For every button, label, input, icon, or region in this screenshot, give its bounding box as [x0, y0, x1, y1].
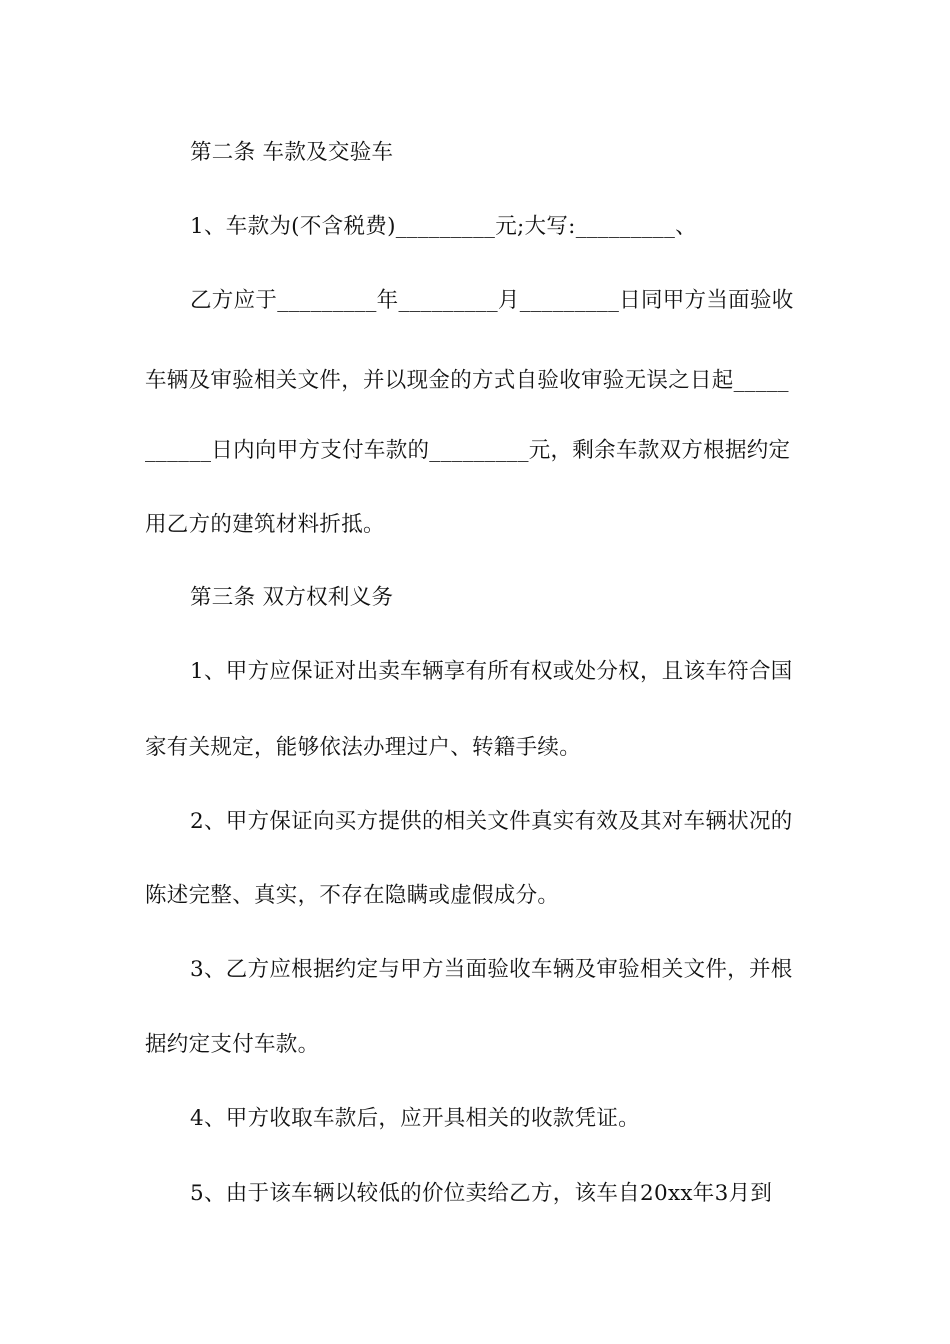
paragraph-line: 5、由于该车辆以较低的价位卖给乙方，该车自20xx年3月到	[190, 1181, 773, 1206]
section-heading-3: 第三条 双方权利义务	[190, 585, 394, 610]
section-heading-2: 第二条 车款及交验车	[190, 140, 394, 165]
paragraph-line: 家有关规定，能够依法办理过户、转籍手续。	[145, 735, 582, 760]
paragraph-line: 4、甲方收取车款后，应开具相关的收款凭证。	[190, 1106, 640, 1131]
paragraph-line: 乙方应于_________年_________月_________日同甲方当面验收	[190, 288, 794, 313]
paragraph-line: 据约定支付车款。	[145, 1032, 320, 1057]
paragraph-line: 用乙方的建筑材料折抵。	[145, 512, 385, 537]
paragraph-line: 车辆及审验相关文件，并以现金的方式自验收审验无误之日起_____	[145, 368, 789, 393]
paragraph-line: 3、乙方应根据约定与甲方当面验收车辆及审验相关文件，并根	[190, 957, 793, 982]
paragraph-line: 1、车款为(不含税费)_________元;大写:_________、	[190, 214, 697, 239]
paragraph-line: 2、甲方保证向买方提供的相关文件真实有效及其对车辆状况的	[190, 809, 793, 834]
paragraph-line: 陈述完整、真实，不存在隐瞒或虚假成分。	[145, 883, 560, 908]
paragraph-line: ______日内向甲方支付车款的_________元，剩余车款双方根据约定	[145, 438, 791, 463]
paragraph-line: 1、甲方应保证对出卖车辆享有所有权或处分权，且该车符合国	[190, 659, 793, 684]
